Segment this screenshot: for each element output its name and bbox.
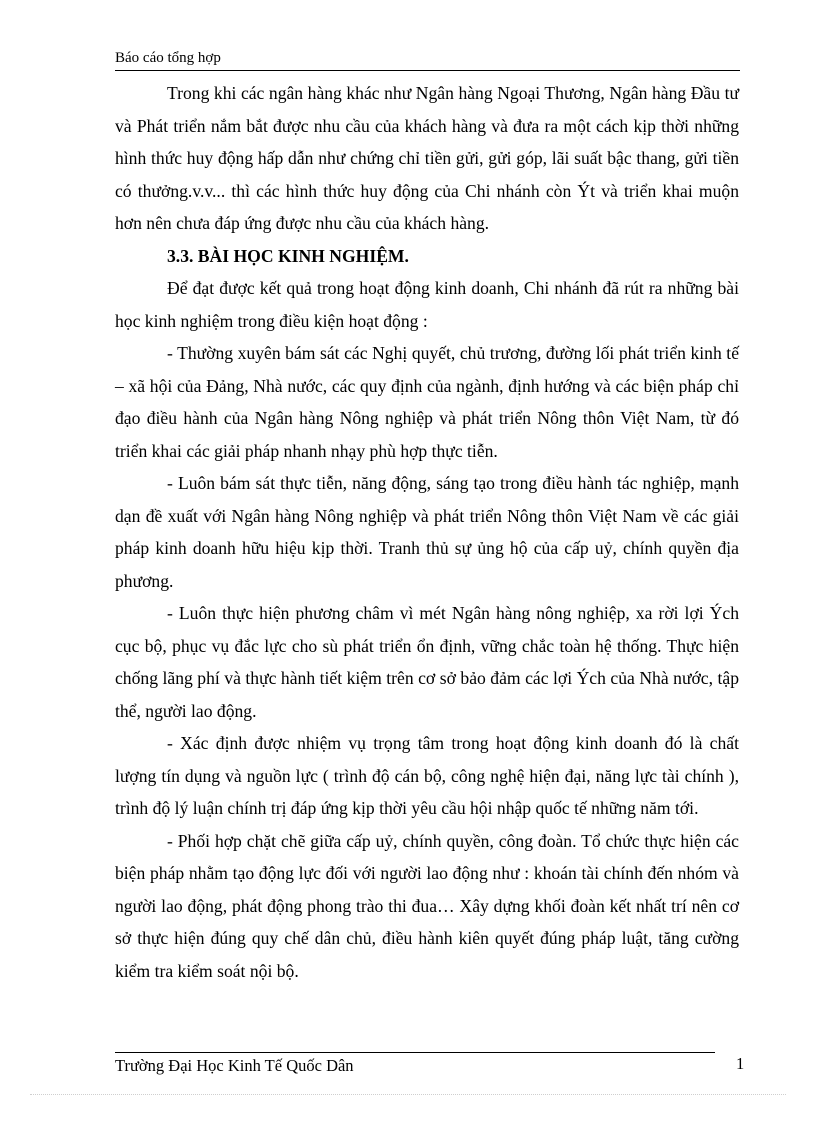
paragraph: - Luôn bám sát thực tiễn, năng động, sáng tạo trong điều hành tác nghiệp, mạnh dạn đề xuất với Ngân hàng Nông nghiệp và phát triển Nông thôn Việt Nam về các giải pháp kinh doanh hữu hiệu kịp thời. Tranh thủ sự ủng hộ của cấp uỷ, chính quyền địa phương. [115,473,739,591]
paragraph: Trong khi các ngân hàng khác như Ngân hàng Ngoại Thương, Ngân hàng Đầu tư và Phát triển nắm bắt được nhu cầu của khách hàng và đưa ra một cách kịp thời những hình thức huy động hấp dẫn như chứng chỉ tiền gửi, gửi góp, lãi suất bậc thang, gửi tiền có thưởng.v.v... thì các hình thức huy động của Chi nhánh còn Ýt và triển khai muộn hơn nên chưa đáp ứng được nhu cầu của khách hàng. [115,83,739,233]
page-footer: Trường Đại Học Kinh Tế Quốc Dân [115,1056,354,1075]
page-bottom-border [30,1094,786,1095]
paragraph: - Luôn thực hiện phương châm vì mét Ngân hàng nông nghiệp, xa rời lợi Ých cục bộ, phục vụ đắc lực cho sù phát triển ổn định, vững chắc toàn hệ thống. Thực hiện chống lãng phí và thực hành tiết kiệm trên cơ sở bảo đảm các lợi Ých của Nhà nước, tập thể, người lao động. [115,603,739,721]
section-heading: 3.3. BÀI HỌC KINH NGHIỆM. [167,245,409,266]
page-header: Báo cáo tổng hợp [115,50,221,66]
paragraph: - Xác định được nhiệm vụ trọng tâm trong hoạt động kinh doanh đó là chất lượng tín dụng và nguồn lực ( trình độ cán bộ, công nghệ hiện đại, năng lực tài chính ), trình độ lý luận chính trị đáp ứng kịp thời yêu cầu hội nhập quốc tế những năm tới. [115,733,739,818]
header-divider [115,70,740,71]
document-body [115,77,739,987]
paragraph: - Thường xuyên bám sát các Nghị quyết, chủ trương, đường lối phát triển kinh tế – xã hội của Đảng, Nhà nước, các quy định của ngành, định hướng và các biện pháp chỉ đạo điều hành của Ngân hàng Nông nghiệp và phát triển Nông thôn Việt Nam, từ đó triển khai các giải pháp nhanh nhạy phù hợp thực tiễn. [115,343,739,461]
paragraph: - Phối hợp chặt chẽ giữa cấp uỷ, chính quyền, công đoàn. Tổ chức thực hiện các biện pháp nhằm tạo động lực đối với người lao động như : khoán tài chính đến nhóm và người lao động, phát động phong trào thi đua… Xây dựng khối đoàn kết nhất trí nên cơ sở thực hiện đúng quy chế dân chủ, điều hành kiên quyết đúng pháp luật, tăng cường kiểm tra kiểm soát nội bộ. [115,830,739,981]
page-number: 1 [736,1054,745,1073]
footer-divider [115,1052,715,1053]
paragraph: Để đạt được kết quả trong hoạt động kinh doanh, Chi nhánh đã rút ra những bài học kinh nghiệm trong điều kiện hoạt động : [115,278,739,331]
